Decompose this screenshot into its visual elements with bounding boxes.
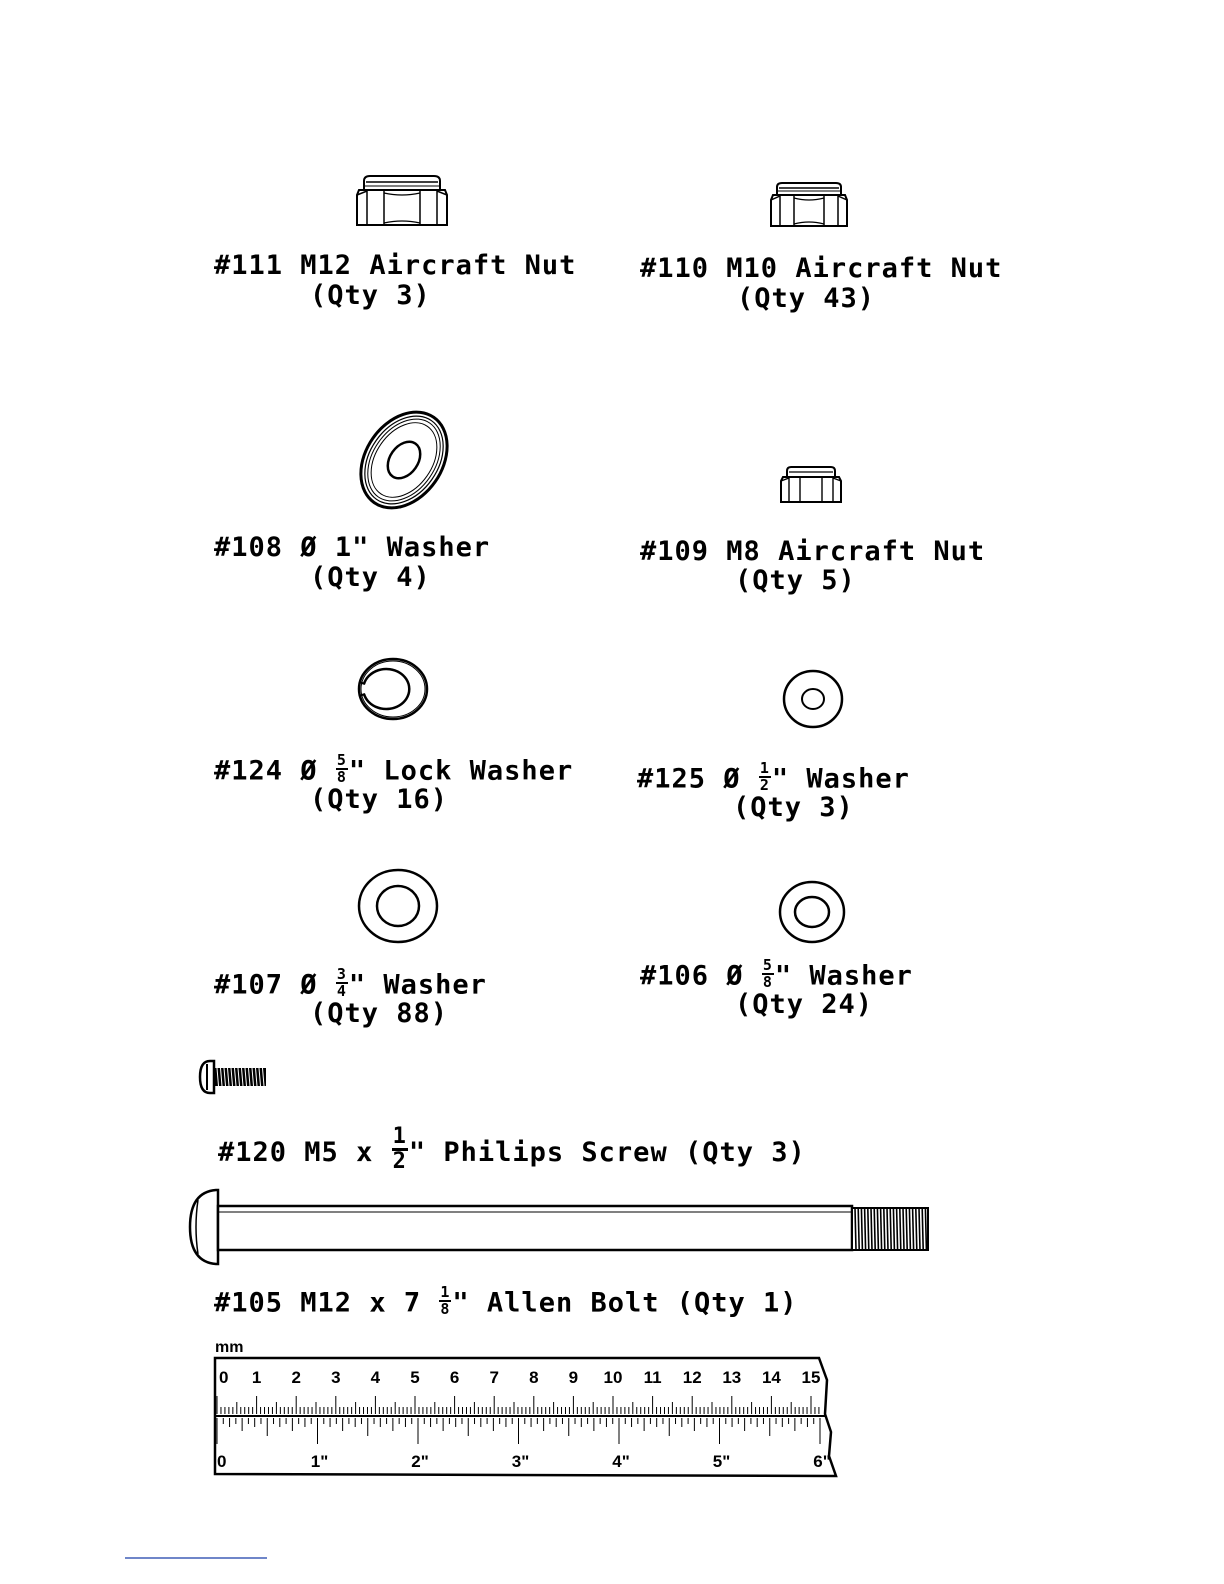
part-120-label: #120 M5 x $\frac{1}{2}$ " Philips Screw (Qty 3)	[218, 1124, 806, 1174]
bolt-thread	[919, 1208, 920, 1250]
part-125-qty: (Qty 3)	[733, 792, 854, 823]
inch-tick-label: 2"	[411, 1452, 429, 1471]
bolt-thread	[877, 1208, 878, 1250]
part-110-qty: (Qty 43)	[737, 283, 876, 314]
m8-aircraft-nut-icon	[779, 465, 843, 505]
part-108-qty: (Qty 4)	[310, 562, 431, 593]
bolt-thread	[890, 1208, 891, 1250]
three-quarter-washer-icon	[356, 867, 440, 945]
bolt-thread	[871, 1208, 872, 1250]
part-120-fraction: $\frac{1}{2}$	[392, 1124, 407, 1174]
cm-tick-label: 10	[603, 1368, 623, 1387]
part-106-fraction: $\frac{5}{8}$	[762, 956, 773, 991]
bolt-thread	[922, 1208, 923, 1250]
bolt-thread	[893, 1208, 894, 1250]
inch-tick-label: 1"	[310, 1452, 329, 1471]
bolt-thread	[887, 1208, 888, 1250]
cm-tick-label: 8	[529, 1368, 539, 1387]
cm-tick-label: 13	[722, 1368, 742, 1387]
inch-tick-label: 3"	[511, 1452, 530, 1471]
m12-aircraft-nut-icon	[354, 173, 450, 229]
part-125-label: #125 Ø $\frac{1}{2}$ " Washer	[637, 759, 910, 795]
cm-tick-label: 2	[291, 1368, 301, 1387]
bolt-thread	[858, 1208, 859, 1250]
cm-tick-label: 6	[449, 1368, 460, 1387]
bolt-thread	[916, 1208, 917, 1250]
allen-bolt-icon	[186, 1186, 934, 1268]
lock-washer-icon	[356, 656, 430, 722]
cm-tick-label: 5	[410, 1368, 420, 1387]
bolt-thread	[925, 1208, 926, 1250]
part-108-label: #108 Ø 1" Washer	[214, 532, 491, 563]
bolt-thread	[855, 1208, 856, 1250]
bolt-thread	[861, 1208, 862, 1250]
inch-tick-label: 6"	[813, 1452, 831, 1471]
half-inch-washer-icon	[781, 668, 845, 730]
part-107-fraction: $\frac{3}{4}$	[336, 965, 347, 1000]
large-washer-icon	[356, 405, 452, 515]
cm-tick-label: 12	[682, 1368, 702, 1387]
part-111-label: #111 M12 Aircraft Nut	[214, 250, 577, 281]
m10-aircraft-nut-icon	[768, 180, 850, 230]
part-105-fraction: $\frac{1}{8}$	[440, 1283, 451, 1318]
bolt-thread	[868, 1208, 869, 1250]
bolt-thread	[903, 1208, 904, 1250]
part-106-label: #106 Ø $\frac{5}{8}$ " Washer	[640, 956, 913, 992]
part-109-qty: (Qty 5)	[735, 565, 856, 596]
part-106-qty: (Qty 24)	[735, 989, 874, 1020]
cm-tick-label: 9	[568, 1368, 579, 1387]
part-111-qty: (Qty 3)	[310, 280, 431, 311]
cm-tick-label: 0	[219, 1368, 229, 1387]
measuring-ruler	[205, 1336, 845, 1486]
ruler-mm-label: mm	[215, 1339, 244, 1356]
bolt-thread	[913, 1208, 914, 1250]
bolt-thread	[900, 1208, 901, 1250]
cm-tick-label: 14	[761, 1368, 781, 1387]
part-110-label: #110 M10 Aircraft Nut	[640, 253, 1003, 284]
bolt-thread	[865, 1208, 866, 1250]
part-109-label: #109 M8 Aircraft Nut	[640, 536, 986, 567]
bolt-thread	[906, 1208, 907, 1250]
cm-tick-label: 1	[251, 1368, 262, 1387]
part-105-label: #105 M12 x 7 $\frac{1}{8}$ " Allen Bolt (Qty 1)	[214, 1283, 798, 1319]
inch-tick-label: 0	[217, 1452, 227, 1471]
footer-divider	[125, 1557, 267, 1559]
part-107-qty: (Qty 88)	[310, 998, 449, 1029]
part-125-fraction: $\frac{1}{2}$	[759, 759, 770, 794]
cm-tick-label: 4	[370, 1368, 381, 1387]
cm-tick-label: 11	[643, 1368, 662, 1387]
bolt-thread	[884, 1208, 885, 1250]
five-eighth-washer-icon	[777, 879, 847, 945]
part-124-qty: (Qty 16)	[310, 784, 449, 815]
philips-screw-icon	[196, 1058, 270, 1096]
part-107-label: #107 Ø $\frac{3}{4}$ " Washer	[214, 965, 487, 1001]
inch-tick-label: 4"	[612, 1452, 630, 1471]
part-124-label: #124 Ø $\frac{5}{8}$ " Lock Washer	[214, 751, 574, 787]
inch-tick-label: 5"	[712, 1452, 731, 1471]
cm-tick-label: 3	[331, 1368, 341, 1387]
bolt-thread	[874, 1208, 875, 1250]
bolt-thread	[897, 1208, 898, 1250]
cm-tick-label: 15	[801, 1368, 821, 1387]
part-124-fraction: $\frac{5}{8}$	[336, 751, 347, 786]
cm-tick-label: 7	[489, 1368, 499, 1387]
bolt-thread	[909, 1208, 910, 1250]
bolt-thread	[881, 1208, 882, 1250]
